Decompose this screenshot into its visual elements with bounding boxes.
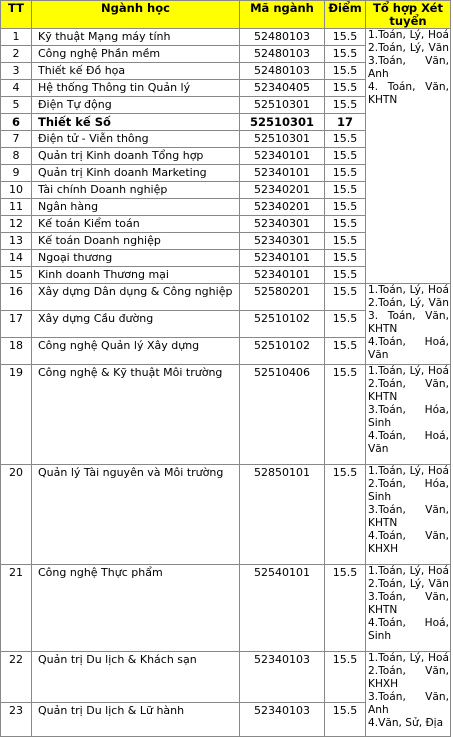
combination-line: KHTN <box>368 517 398 529</box>
table-row <box>1 652 451 703</box>
major-name: Kinh doanh Thương mại <box>32 267 240 284</box>
major-code: 52340301 <box>240 216 325 233</box>
combination-line: KHTN <box>368 323 398 335</box>
combination-line: 3.Toán, Văn, <box>368 504 449 516</box>
combination-line: KHXH <box>368 678 399 690</box>
table-row <box>1 365 451 465</box>
score: 15.5 <box>325 703 366 737</box>
combination-line: 4.Toán, Hoá, <box>368 617 449 629</box>
score: 15.5 <box>325 80 366 97</box>
combination-line: Văn <box>368 443 389 455</box>
combination-line: KHTN <box>368 391 398 403</box>
major-name: Ngân hàng <box>32 199 240 216</box>
row-number: 10 <box>1 182 32 199</box>
row-number: 20 <box>1 465 32 565</box>
major-name: Kế toán Kiểm toán <box>32 216 240 233</box>
combination-line: 1.Toán, Lý, Hoá <box>368 565 449 577</box>
header-tt: TT <box>1 1 32 29</box>
row-number: 3 <box>1 63 32 80</box>
score: 15.5 <box>325 63 366 80</box>
score: 15.5 <box>325 565 366 652</box>
combination-line: 1.Toán, Lý, Hoá <box>368 284 449 296</box>
row-number: 17 <box>1 311 32 338</box>
combination-line: 2.Toán, Hóa, <box>368 478 449 490</box>
major-code: 52850101 <box>240 465 325 565</box>
subject-combinations <box>366 652 451 737</box>
combination-line: 2.Toán, Văn, <box>368 378 449 390</box>
major-name: Quản trị Kinh doanh Marketing <box>32 165 240 182</box>
major-code: 52510301 <box>240 131 325 148</box>
major-name: Xây dựng Dân dụng & Công nghiệp <box>32 284 240 311</box>
major-name: Quản lý Tài nguyên và Môi trường <box>32 465 240 565</box>
row-number: 8 <box>1 148 32 165</box>
score: 15.5 <box>325 465 366 565</box>
row-number: 18 <box>1 338 32 365</box>
row-number: 7 <box>1 131 32 148</box>
combination-line: 4. Toán, Văn, <box>368 81 449 93</box>
score: 15.5 <box>325 216 366 233</box>
score: 15.5 <box>325 233 366 250</box>
major-code: 52580201 <box>240 284 325 311</box>
score: 15.5 <box>325 338 366 365</box>
subject-combinations <box>366 365 451 465</box>
score: 15.5 <box>325 267 366 284</box>
score: 17 <box>325 114 366 131</box>
score: 15.5 <box>325 652 366 703</box>
major-name: Công nghệ Phần mềm <box>32 46 240 63</box>
score: 15.5 <box>325 165 366 182</box>
combination-line: Anh <box>368 68 389 80</box>
combination-line: 4.Văn, Sử, Địa <box>368 717 444 729</box>
major-code: 52340201 <box>240 182 325 199</box>
header-nganh: Ngành học <box>32 1 240 29</box>
row-number: 2 <box>1 46 32 63</box>
major-name: Ngoại thương <box>32 250 240 267</box>
major-code: 52340201 <box>240 199 325 216</box>
row-number: 23 <box>1 703 32 737</box>
major-name: Điện tử - Viễn thông <box>32 131 240 148</box>
major-code: 52480103 <box>240 63 325 80</box>
major-name: Điện Tự động <box>32 97 240 114</box>
major-name: Xây dựng Cầu đường <box>32 311 240 338</box>
subject-combinations <box>366 29 451 284</box>
combination-line: 4.Toán, Hoá, <box>368 430 449 442</box>
score: 15.5 <box>325 199 366 216</box>
major-code: 52480103 <box>240 46 325 63</box>
combination-line: KHTN <box>368 604 398 616</box>
score: 15.5 <box>325 97 366 114</box>
row-number: 13 <box>1 233 32 250</box>
major-code: 52340103 <box>240 703 325 737</box>
header-ma: Mã ngành <box>240 1 325 29</box>
score: 15.5 <box>325 131 366 148</box>
subject-combinations <box>366 465 451 565</box>
combination-line: 1.Toán, Lý, Hoá <box>368 652 449 664</box>
combination-line: 2.Toán, Lý, Văn <box>368 42 449 54</box>
major-code: 52340103 <box>240 652 325 703</box>
row-number: 4 <box>1 80 32 97</box>
major-name: Quản trị Kinh doanh Tổng hợp <box>32 148 240 165</box>
score: 15.5 <box>325 284 366 311</box>
combination-line: 4.Toán, Hoá, <box>368 336 449 348</box>
combination-line: Anh <box>368 704 389 716</box>
row-number: 1 <box>1 29 32 46</box>
major-name: Công nghệ Quản lý Xây dựng <box>32 338 240 365</box>
row-number: 22 <box>1 652 32 703</box>
row-number: 6 <box>1 114 32 131</box>
table-row <box>1 565 451 652</box>
combination-line: 2.Toán, Lý, Văn <box>368 578 449 590</box>
row-number: 19 <box>1 365 32 465</box>
row-number: 15 <box>1 267 32 284</box>
major-name: Thiết kế Số <box>32 114 240 131</box>
combination-line: 1.Toán, Lý, Hoá <box>368 365 449 377</box>
table-row <box>1 29 451 46</box>
major-code: 52510301 <box>240 97 325 114</box>
row-number: 5 <box>1 97 32 114</box>
combination-line: 3.Toán, Hóa, <box>368 404 449 416</box>
combination-line: 3.Toán, Văn, <box>368 691 449 703</box>
major-code: 52340405 <box>240 80 325 97</box>
score: 15.5 <box>325 46 366 63</box>
table-body <box>1 29 451 737</box>
combination-line: 1.Toán, Lý, Hoá <box>368 465 449 477</box>
score: 15.5 <box>325 365 366 465</box>
combination-line: KHXH <box>368 543 399 555</box>
major-name: Quản trị Du lịch & Khách sạn <box>32 652 240 703</box>
header-tohop: Tổ hợp Xét tuyển <box>366 1 451 29</box>
score: 15.5 <box>325 29 366 46</box>
combination-line: 4.Toán, Văn, <box>368 530 449 542</box>
major-name: Công nghệ & Kỹ thuật Môi trường <box>32 365 240 465</box>
major-name: Thiết kế Đồ họa <box>32 63 240 80</box>
table-row <box>1 284 451 311</box>
major-code: 52340301 <box>240 233 325 250</box>
table-row <box>1 465 451 565</box>
combination-line: 3.Toán, Văn, <box>368 591 449 603</box>
major-name: Kế toán Doanh nghiệp <box>32 233 240 250</box>
subject-combinations <box>366 284 451 365</box>
row-number: 21 <box>1 565 32 652</box>
row-number: 14 <box>1 250 32 267</box>
score: 15.5 <box>325 182 366 199</box>
major-code: 52340101 <box>240 165 325 182</box>
major-code: 52510406 <box>240 365 325 465</box>
major-name: Quản trị Du lịch & Lữ hành <box>32 703 240 737</box>
major-code: 52510301 <box>240 114 325 131</box>
major-name: Công nghệ Thực phẩm <box>32 565 240 652</box>
combination-line: 2.Toán, Văn, <box>368 665 449 677</box>
major-code: 52480103 <box>240 29 325 46</box>
combination-line: KHTN <box>368 94 398 106</box>
score: 15.5 <box>325 250 366 267</box>
row-number: 9 <box>1 165 32 182</box>
row-number: 12 <box>1 216 32 233</box>
major-code: 52510102 <box>240 338 325 365</box>
score: 15.5 <box>325 148 366 165</box>
combination-line: Văn <box>368 349 389 361</box>
major-name: Kỹ thuật Mạng máy tính <box>32 29 240 46</box>
combination-line: Sinh <box>368 630 392 642</box>
row-number: 16 <box>1 284 32 311</box>
major-code: 52340101 <box>240 250 325 267</box>
table-header-row <box>1 1 451 29</box>
major-name: Hệ thống Thông tin Quản lý <box>32 80 240 97</box>
combination-line: 1.Toán, Lý, Hoá <box>368 29 449 41</box>
header-diem: Điểm <box>325 1 366 29</box>
row-number: 11 <box>1 199 32 216</box>
major-code: 52540101 <box>240 565 325 652</box>
score: 15.5 <box>325 311 366 338</box>
major-name: Tài chính Doanh nghiệp <box>32 182 240 199</box>
combination-line: Sinh <box>368 491 392 503</box>
combination-line: 3.Toán, Văn, <box>368 55 449 67</box>
subject-combinations <box>366 565 451 652</box>
major-code: 52510102 <box>240 311 325 338</box>
major-code: 52340101 <box>240 267 325 284</box>
combination-line: 3. Toán, Văn, <box>368 310 449 322</box>
major-code: 52340101 <box>240 148 325 165</box>
combination-line: 2.Toán, Lý, Văn <box>368 297 449 309</box>
combination-line: Sinh <box>368 417 392 429</box>
